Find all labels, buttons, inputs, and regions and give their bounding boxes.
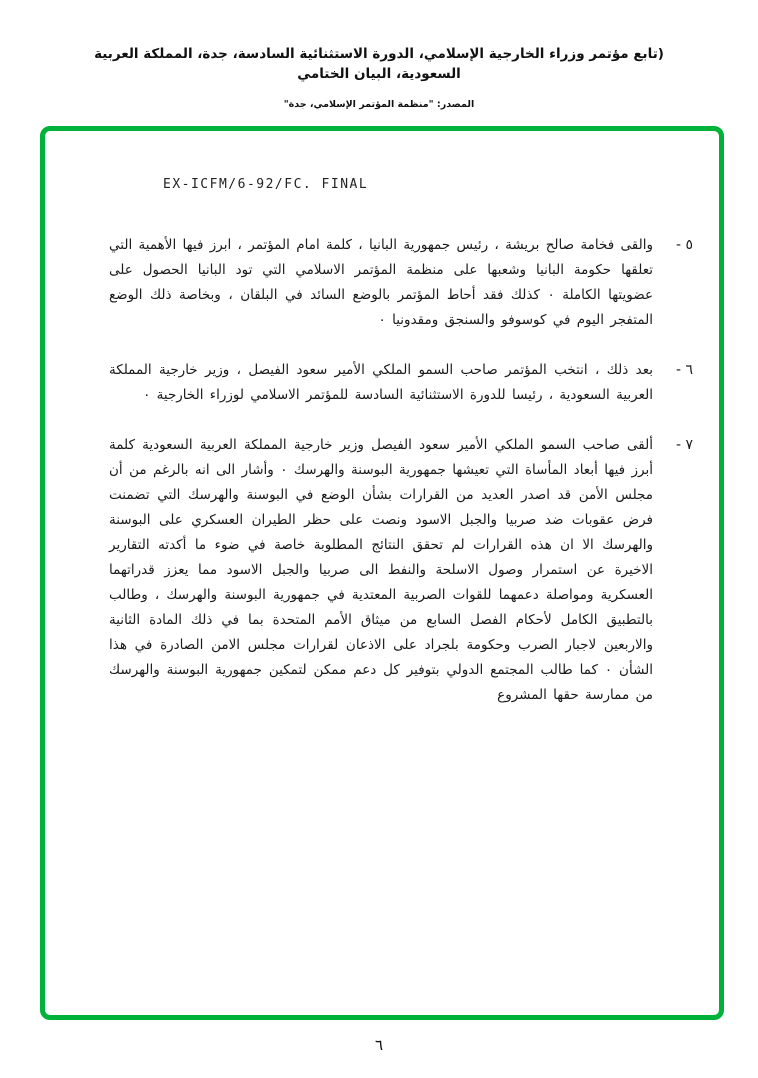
paragraph-number: ٦ -: [675, 362, 693, 378]
paragraph-text: ألقى صاحب السمو الملكي الأمير سعود الفيصل وزير خارجية المملكة العربية السعودية كلمة أبرز فيها أبعاد المأساة التي تعيشها جمهورية البوسنة والهرسك ٠ وأشار الى انه بالرغم من أن مجلس الأمن قد اصدر العديد من القرارات بشأن الوضع في البوسنة والهرسك التي تضمنت فرض عقوبات ضد صربيا والجبل الاسود ونصت على حظر الطيران العسكري على البوسنة والهرسك الا ان هذه القرارات لم تحقق النتائج المطلوبة خاصة في ضوء ما أكدته التقارير الاخيرة عن استمرار وصول الاسلحة والنفط الى صربيا والجبل الاسود مما يعزز قدراتهما العسكرية ومواصلة دعمهما للقوات الصربية المعتدية في جمهورية البوسنة والهرسك ، وطالب بالتطبيق الكامل لأحكام الفصل السابع من ميثاق الأمم المتحدة بما في ذلك المادة الثانية والاربعين لاجبار الصرب وحكومة بلجراد على الاذعان لقرارات مجلس الامن الصادرة في هذا الشأن ٠ كما طالب المجتمع الدولي بتوفير كل دعم ممكن لتمكين جمهورية البوسنة والهرسك من ممارسة حقها المشروع: [109, 437, 653, 703]
page-number: ٦: [374, 1036, 384, 1054]
paragraph-number: ٥ -: [675, 237, 693, 253]
document-source: المصدر: "منظمة المؤتمر الإسلامي، جدة": [283, 99, 475, 110]
paragraph: [109, 233, 693, 333]
paragraph-text: والقى فخامة صالح بريشة ، رئيس جمهورية البانيا ، كلمة امام المؤتمر ، ابرز فيها الأهمية التي تعلقها حكومة البانيا وشعبها على منظمة المؤتمر الاسلامي التي تود البانيا الحصول على عضويتها الكاملة ٠ كذلك فقد أحاط المؤتمر بالوضع السائد في البلقان ، وبخاصة ذلك الوضع المتفجر اليوم في كوسوفو والسنجق ومقدونيا ٠: [109, 237, 653, 328]
paragraph-text: بعد ذلك ، انتخب المؤتمر صاحب السمو الملكي الأمير سعود الفيصل ، وزير خارجية المملكة العربية السعودية ، رئيسا للدورة الاستثنائية السادسة للمؤتمر الاسلامي لوزراء الخارجية ٠: [109, 362, 653, 403]
paragraph: [109, 358, 693, 408]
page-header: [0, 44, 758, 110]
scanned-document-frame: [40, 126, 724, 1020]
document-paragraphs: [109, 233, 693, 733]
paragraph: [109, 433, 693, 708]
document-reference-number: EX-ICFM/6-92/FC. FINAL: [163, 177, 369, 192]
document-title: (تابع مؤتمر وزراء الخارجية الإسلامي، الدورة الاستثنائية السادسة، جدة، المملكة العربية السعودية، البيان الختامي: [94, 46, 664, 82]
paragraph-number: ٧ -: [675, 437, 693, 453]
